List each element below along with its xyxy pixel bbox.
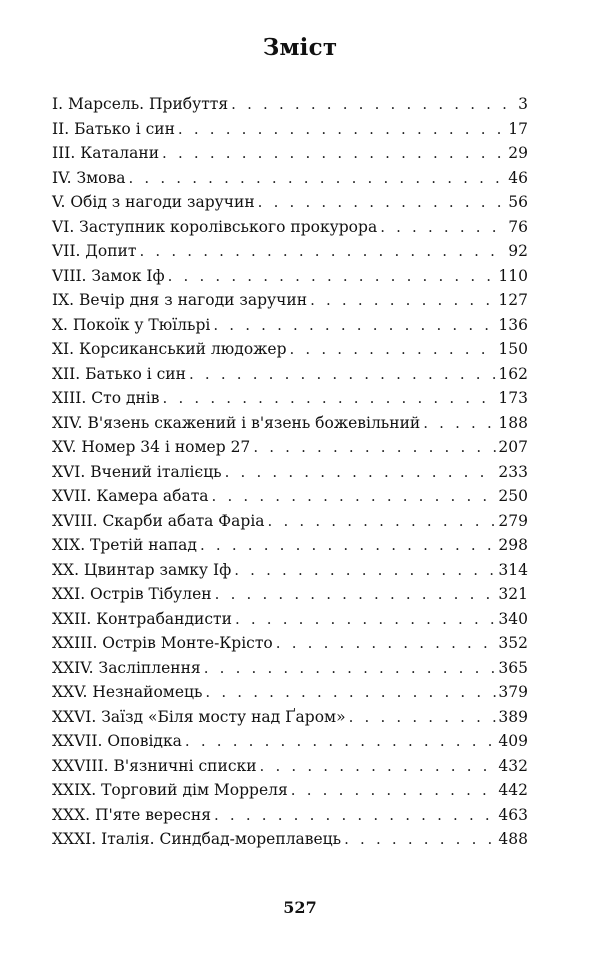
toc-entry-title: XVI. Вчений італієць <box>52 462 222 481</box>
toc-entry-page: 409 <box>498 732 528 750</box>
toc-entry <box>52 558 528 583</box>
toc-entry <box>52 313 528 338</box>
toc-entry-title: VI. Заступник королівського прокурора <box>52 217 378 236</box>
dot-leader <box>213 313 496 338</box>
toc-entry-page: 17 <box>508 119 528 138</box>
toc-entry-page: 29 <box>508 144 528 162</box>
toc-entry-title: XXIX. Торговий дім Морреля <box>52 781 288 799</box>
dot-leader <box>291 778 497 803</box>
dot-leader <box>162 141 506 166</box>
toc-entry <box>52 631 528 656</box>
toc-entry-title: XXIV. Засліплення <box>52 658 201 677</box>
toc-entry-page: 352 <box>498 634 528 652</box>
toc-entry <box>52 337 528 362</box>
toc-entry <box>52 264 528 289</box>
toc-entry-page: 173 <box>498 389 528 407</box>
toc-entry <box>52 411 528 436</box>
dot-leader <box>349 705 497 730</box>
toc-entry <box>52 705 528 730</box>
toc-entry-title: VIII. Замок Іф <box>52 266 165 285</box>
toc-entry-title: XXV. Незнайомець <box>52 683 203 701</box>
toc-entry-title: XXVIII. В'язничні списки <box>52 756 257 775</box>
toc-entry-page: 250 <box>498 487 528 505</box>
dot-leader <box>200 533 496 558</box>
toc-entry-title: XIV. В'язень скажений і в'язень божевільний <box>52 413 421 432</box>
toc-entry-title: IV. Змова <box>52 168 126 187</box>
page-title: Зміст <box>262 34 338 61</box>
toc-entry-title: IX. Вечір дня з нагоди заручин <box>52 291 308 309</box>
toc-entry-page: 76 <box>508 217 528 236</box>
dot-leader <box>185 729 497 754</box>
toc-entry <box>52 386 528 411</box>
toc-entry-title: V. Обід з нагоди заручин <box>52 193 255 211</box>
toc-entry <box>52 754 528 779</box>
toc-entry-title: XXXI. Італія. Синдбад-мореплавець <box>52 830 342 848</box>
dot-leader <box>258 190 507 215</box>
toc-entry-page: 298 <box>498 536 528 554</box>
toc-entry <box>52 117 528 142</box>
dot-leader <box>215 582 497 607</box>
toc-entry <box>52 239 528 264</box>
toc-entry <box>52 190 528 215</box>
toc-entry-title: XXI. Острів Тібулен <box>52 585 212 603</box>
toc-entry-title: XII. Батько і син <box>52 364 186 383</box>
dot-leader <box>225 460 497 485</box>
toc-entry-title: XXII. Контрабандисти <box>52 609 232 628</box>
toc-entry-page: 110 <box>498 266 528 285</box>
toc-entry-page: 150 <box>498 340 528 358</box>
toc-entry-title: XVII. Камера абата <box>52 487 209 505</box>
toc-entry-page: 46 <box>508 168 528 187</box>
toc-entry-page: 56 <box>508 193 528 211</box>
toc-entry-title: XX. Цвинтар замку Іф <box>52 560 232 579</box>
toc-entry-page: 340 <box>498 609 528 628</box>
toc-entry <box>52 141 528 166</box>
toc-entry <box>52 484 528 509</box>
dot-leader <box>128 166 506 191</box>
dot-leader <box>204 656 497 681</box>
dot-leader <box>260 754 497 779</box>
toc-entry-title: XIX. Третій напад <box>52 536 197 554</box>
toc-entry <box>52 215 528 240</box>
toc-entry-page: 463 <box>498 805 528 824</box>
toc-entry <box>52 607 528 632</box>
toc-entry <box>52 680 528 705</box>
dot-leader <box>268 509 497 534</box>
toc-entry <box>52 827 528 852</box>
toc-entry-title: I. Марсель. Прибуття <box>52 95 229 113</box>
toc-entry-title: III. Каталани <box>52 144 160 162</box>
toc-entry <box>52 166 528 191</box>
toc-entry <box>52 435 528 460</box>
dot-leader <box>276 631 497 656</box>
toc-entry-title: XXVI. Заїзд «Біля мосту над Ґаром» <box>52 707 346 726</box>
toc-entry-page: 442 <box>498 781 528 799</box>
toc-entry-page: 279 <box>498 511 528 530</box>
page-number: 527 <box>283 898 317 917</box>
toc-entry <box>52 778 528 803</box>
toc-entry-page: 365 <box>498 658 528 677</box>
toc-entry-page: 162 <box>498 364 528 383</box>
toc-entry-page: 314 <box>498 560 528 579</box>
toc-entry-title: X. Покоїк у Тюїльрі <box>52 315 211 334</box>
dot-leader <box>139 239 506 264</box>
toc-entry <box>52 582 528 607</box>
dot-leader <box>310 288 496 313</box>
toc-entry-title: XXVII. Оповідка <box>52 732 182 750</box>
toc-entry-page: 207 <box>498 438 528 456</box>
dot-leader <box>234 558 496 583</box>
toc-entry <box>52 729 528 754</box>
dot-leader <box>290 337 497 362</box>
dot-leader <box>380 215 506 240</box>
toc-entry-title: XXX. П'яте вересня <box>52 805 211 824</box>
dot-leader <box>423 411 496 436</box>
toc-entry <box>52 460 528 485</box>
dot-leader <box>163 386 497 411</box>
toc-entry-page: 488 <box>498 830 528 848</box>
toc-entry-title: XXIII. Острів Монте-Крісто <box>52 634 273 652</box>
toc-entry-title: XV. Номер 34 і номер 27 <box>52 438 251 456</box>
toc-entry-page: 188 <box>498 413 528 432</box>
toc-entry <box>52 803 528 828</box>
toc-entry <box>52 533 528 558</box>
toc-entry <box>52 509 528 534</box>
toc-entry <box>52 362 528 387</box>
toc-entry-title: II. Батько і син <box>52 119 175 138</box>
toc-entry-page: 389 <box>498 707 528 726</box>
toc-entry-page: 432 <box>498 756 528 775</box>
dot-leader <box>214 803 496 828</box>
toc-entry-title: VII. Допит <box>52 242 137 260</box>
toc-entry <box>52 288 528 313</box>
dot-leader <box>212 484 497 509</box>
toc-entry-page: 379 <box>498 683 528 701</box>
toc-entry-title: XIII. Сто днів <box>52 389 160 407</box>
dot-leader <box>168 264 497 289</box>
dot-leader <box>344 827 496 852</box>
toc-entry-page: 233 <box>498 462 528 481</box>
toc-entry-page: 3 <box>518 95 528 113</box>
dot-leader <box>189 362 496 387</box>
toc-entry-page: 136 <box>498 315 528 334</box>
toc-entry <box>52 656 528 681</box>
dot-leader <box>231 92 516 117</box>
dot-leader <box>235 607 496 632</box>
toc-entry-page: 321 <box>498 585 528 603</box>
dot-leader <box>205 680 496 705</box>
toc-entry-page: 127 <box>498 291 528 309</box>
dot-leader <box>253 435 496 460</box>
dot-leader <box>178 117 506 142</box>
toc-entry <box>52 92 528 117</box>
toc-entry-page: 92 <box>508 242 528 260</box>
toc-entry-title: XI. Корсиканський людожер <box>52 340 287 358</box>
table-of-contents <box>52 92 528 852</box>
toc-entry-title: XVIII. Скарби абата Фаріа <box>52 511 265 530</box>
